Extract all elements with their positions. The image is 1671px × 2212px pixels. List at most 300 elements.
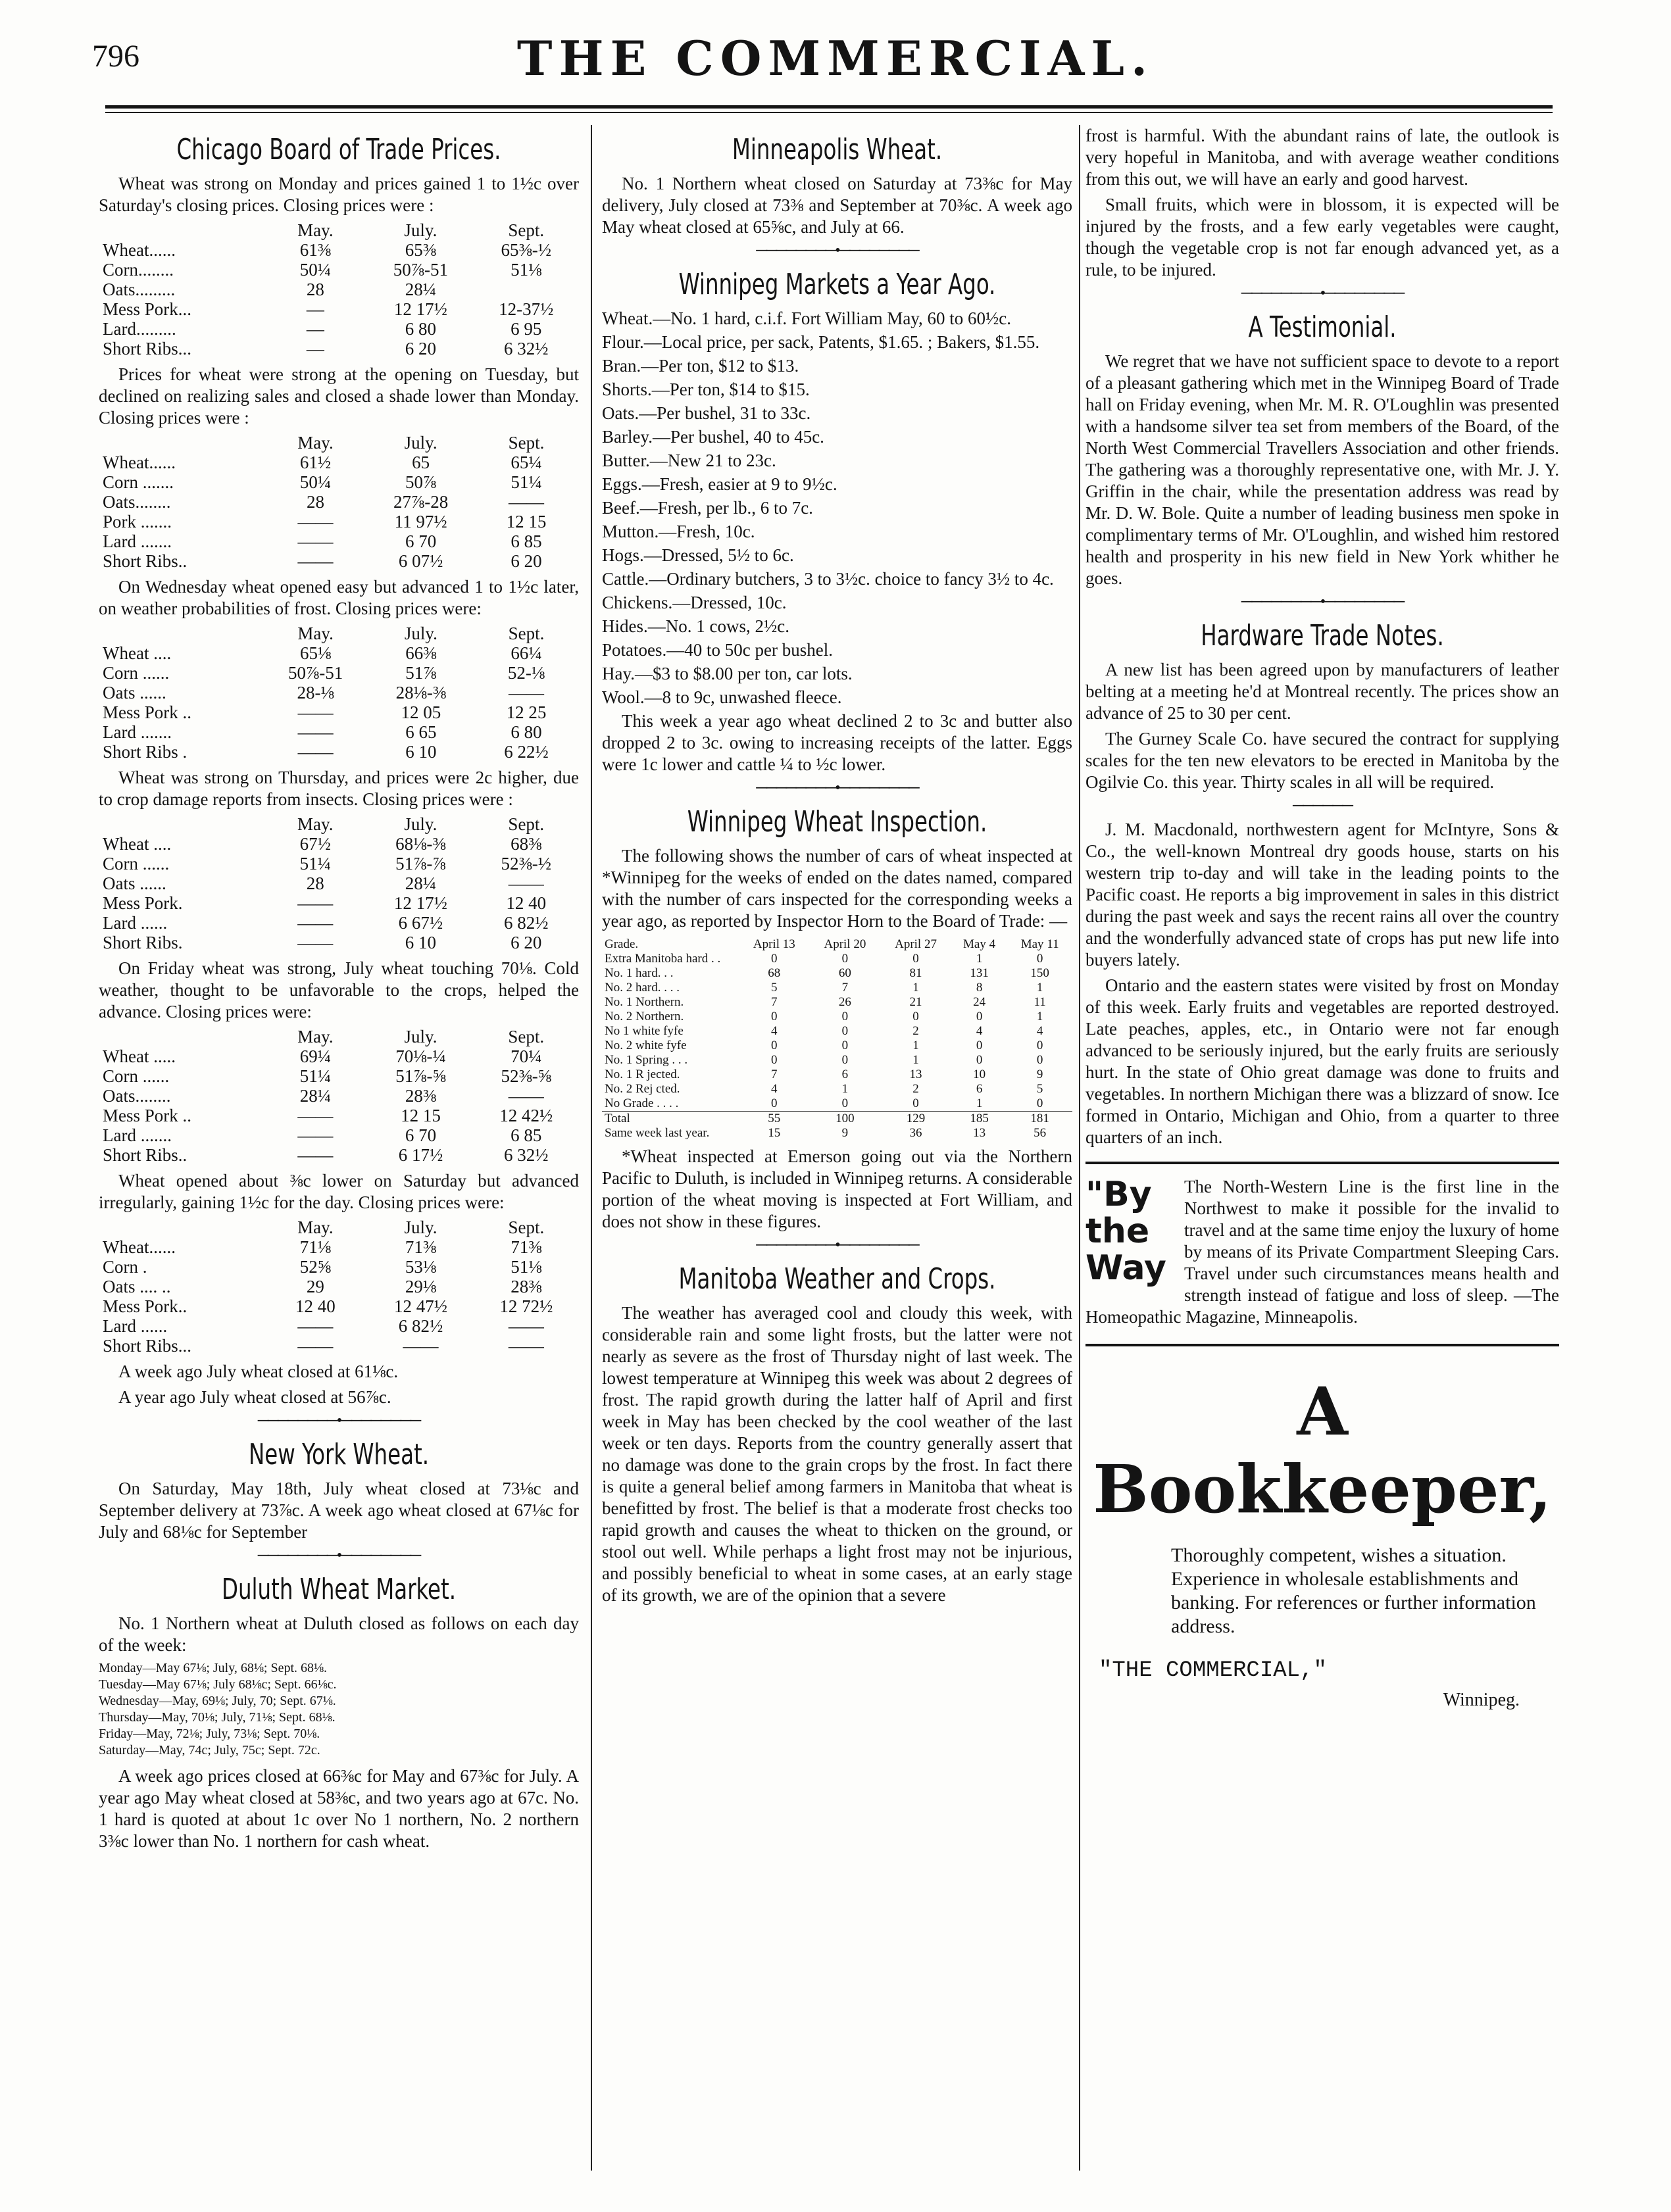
price-table-friday: May. July. Sept. Wheat ..... 69¼ 70⅛-¼ 70¼ Corn ...... 51¼ 51⅞-⅝ 52⅜-⅝ Oats........ 28¼ 28⅜ —— Mess Pork .. —— 12 15 12 42½ Lard ....... —— 6 70 6 85 Short Ribs.. —— 6 17½ 6 32½ <box>99 1027 579 1165</box>
market-item: Eggs.—Fresh, easier at 9 to 9½c. <box>602 474 837 494</box>
row-value: 68⅛-⅜ <box>395 834 446 854</box>
bookkeeper-title: A Bookkeeper, <box>1093 1373 1552 1528</box>
market-item: Butter.—New 21 to 23c. <box>602 451 776 470</box>
weather-text: The weather has averaged cool and cloudy this week, with considerable rain and some light frosts, but the latter were not nearly as severe as the frost of Thursday night of last week. The lowest temperature at Winnipeg this week was about 2 degrees of frost. The rapid growth during the latter half of April and first week in May has been checked by the cool weather of the last week or ten days. Reports from the country generally assert that no damage was done to the grain crops by the frost. In fact there is quite a general belief among farmers in Manitoba that wheat is benefitted by frost. The belief is that a moderate frost checks too rapid growth and causes the wheat to thicken on the ground, or stool out well. While perhaps a light frost may not be injurious, and possibly beneficial to wheat in some cases, at an early stage of its growth, we are of the opinion that a severe <box>602 1303 1072 1605</box>
row-value: —— <box>297 933 334 952</box>
row-value: 28¼ <box>405 873 437 893</box>
duluth-day: Monday—May 67⅛; July, 68⅛; Sept. 68⅛. <box>99 1661 328 1675</box>
row-value: 0 <box>771 1010 778 1023</box>
row-label: No. 1 Northern. <box>605 995 684 1009</box>
table-row <box>602 1039 1072 1053</box>
row-value: 65⅜-½ <box>501 240 552 260</box>
row-value: 4 <box>976 1024 983 1038</box>
row-value: 52⅝ <box>299 1257 332 1277</box>
row-value: —— <box>508 492 544 512</box>
row-value: 0 <box>912 952 919 966</box>
row-value: 2 <box>912 1024 919 1038</box>
row-value: 28¼ <box>299 1086 332 1106</box>
row-value: 1 <box>1036 981 1043 995</box>
table-row <box>99 260 579 280</box>
row-value: 12 25 <box>506 702 547 722</box>
row-value: 51⅛ <box>511 260 542 280</box>
inspection-intro: The following shows the number of cars of wheat inspected at *Winnipeg for the weeks of ended on the dates named, compared with the number of cars inspected for the corresponding weeks a year ago, as reported by Inspector Horn to the Board of Trade: — <box>602 846 1072 931</box>
masthead <box>0 0 1671 112</box>
row-value: 1 <box>1036 1010 1043 1023</box>
row-value: —— <box>297 1336 334 1356</box>
row-label: Mess Pork. <box>103 893 183 913</box>
row-value: 51⅞-⅝ <box>395 1066 446 1086</box>
by-the-way-text: The North-Western Line is the first line in the Northwest to make it possible for the invalid to travel and at the same time enjoy the luxury of home by means of its Private Compartment Sleeping Cars. Travel under such circumstances means health and strength instead of fatigue and loss of sleep. —The Homeopathic Magazine, Minneapolis. <box>1085 1177 1559 1327</box>
row-value: 71⅛ <box>299 1237 332 1257</box>
row-value: 65⅛ <box>299 643 332 663</box>
row-value: —— <box>297 913 334 933</box>
inspection-note: *Wheat inspected at Emerson going out via the Northern Pacific to Duluth, is included in Winnipeg returns. A considerable portion of the wheat moving is inspected at Fort William, and does not show in these figures. <box>602 1146 1072 1231</box>
table-row <box>99 1277 579 1296</box>
row-value: 150 <box>1030 966 1049 980</box>
row-label: No. 1 R jected. <box>605 1068 680 1081</box>
row-value: 4 <box>771 1082 778 1096</box>
row-value: 4 <box>1036 1024 1043 1038</box>
row-value: 0 <box>1036 1096 1043 1110</box>
column-divider <box>1079 125 1080 2171</box>
hardware-p1: A new list has been agreed upon by manufacturers of leather belting at a meeting he'd at Montreal recently. The prices show an advance of 25 to 30 per cent. <box>1085 660 1559 723</box>
row-value: 0 <box>841 952 849 966</box>
duluth-day: Tuesday—May 67⅛; July 68⅛c; Sept. 66⅛c. <box>99 1677 337 1692</box>
row-value: —— <box>508 1316 544 1336</box>
row-value: 29 <box>306 1277 324 1296</box>
inspection-table <box>602 937 1072 1141</box>
row-label: Oats......... <box>103 280 176 299</box>
page-number: 796 <box>92 39 139 74</box>
row-label: Short Ribs... <box>103 339 192 358</box>
row-value: 6 <box>841 1068 849 1081</box>
row-label: Corn ...... <box>103 854 170 873</box>
market-item: Cattle.—Ordinary butchers, 3 to 3½c. choice to fancy 3½ to 4c. <box>602 569 1054 589</box>
row-value: 12 05 <box>401 702 441 722</box>
table-row <box>99 492 579 512</box>
by-the-way-label: "By the Way <box>1085 1175 1166 1288</box>
row-value: 65 <box>412 453 430 472</box>
row-label: Oats ...... <box>103 873 166 893</box>
table-row <box>602 1053 1072 1068</box>
row-value: 68⅜ <box>511 834 542 854</box>
inspection-last-year-row: Same week last year. 15 9 36 13 56 <box>605 1126 1047 1140</box>
row-value: 0 <box>976 1010 983 1023</box>
row-value: —— <box>508 1086 544 1106</box>
row-value: 6 <box>976 1082 983 1096</box>
row-value: 0 <box>976 1039 983 1052</box>
row-label: Extra Manitoba hard . . <box>605 952 721 966</box>
section-ornament: ────────•──────── <box>756 1237 918 1254</box>
row-value: 6 32½ <box>504 339 549 358</box>
row-label: Wheat .... <box>103 834 172 854</box>
section-ornament: ────── <box>1292 797 1353 814</box>
row-value: 6 70 <box>405 531 437 551</box>
row-label: Wheat .... <box>103 643 172 663</box>
row-value: 1 <box>912 1039 919 1052</box>
row-label: Lard ....... <box>103 722 172 742</box>
row-value: 69¼ <box>299 1046 332 1066</box>
row-label: Mess Pork.. <box>103 1296 187 1316</box>
row-value: 52⅜-⅝ <box>501 1066 552 1086</box>
row-value: 0 <box>771 952 778 966</box>
table-row <box>99 1106 579 1125</box>
row-value: —— <box>297 1106 334 1125</box>
newspaper-title: THE COMMERCIAL. <box>516 30 1155 86</box>
table-row <box>602 1024 1072 1039</box>
row-value: 1 <box>976 952 983 966</box>
row-value: 131 <box>970 966 989 980</box>
weather-fruits: Small fruits, which were in blossom, it is expected will be injured by the frosts, and a few early vegetables were caught, though the vegetable crop is not far enough advanced yet, as a rule, to be injured. <box>1085 195 1559 280</box>
row-value: 65⅜ <box>405 240 436 260</box>
row-value: 4 <box>771 1024 778 1038</box>
row-label: Lard......... <box>103 319 176 339</box>
table-row <box>99 1086 579 1106</box>
row-value: 8 <box>976 981 983 995</box>
row-value: —— <box>297 702 334 722</box>
row-value: 12 17½ <box>393 299 447 319</box>
row-value: 28 <box>306 280 324 299</box>
section-ornament: ────────•──────── <box>1241 593 1404 610</box>
row-label: No. 1 hard. . . <box>605 966 674 980</box>
table-row <box>99 299 579 319</box>
row-label: Wheat...... <box>103 1237 176 1257</box>
row-value: 6 32½ <box>504 1145 549 1165</box>
market-item: Wheat.—No. 1 hard, c.i.f. Fort William May, 60 to 60½c. <box>602 308 1012 328</box>
masthead-rule-thin <box>105 112 1553 113</box>
row-label: Short Ribs.. <box>103 551 187 571</box>
row-value: 51¼ <box>299 854 331 873</box>
section-ornament: ────────•──────── <box>756 242 918 259</box>
price-table-monday <box>99 220 579 358</box>
section-ornament: ────────•──────── <box>1241 285 1404 302</box>
row-value: 52-⅛ <box>507 663 545 683</box>
row-value: —— <box>508 683 544 702</box>
row-value: 0 <box>841 1010 849 1023</box>
minneapolis-text: No. 1 Northern wheat closed on Saturday at 73⅜c for May delivery, July closed at 73⅜ and September at 70⅜c. A week ago May wheat closed at 65⅝c, and July at 66. <box>602 174 1072 237</box>
duluth-day: Thursday—May, 70⅛; July, 71⅛; Sept. 68⅛. <box>99 1710 336 1725</box>
table-row <box>99 933 579 952</box>
row-value: —— <box>297 893 334 913</box>
row-label: Lard ...... <box>103 1316 168 1336</box>
inspection-total-row: Total 55 100 129 185 181 <box>602 1112 1072 1127</box>
row-label: Wheat ..... <box>103 1046 176 1066</box>
table-row <box>99 834 579 854</box>
row-label: Oats ...... <box>103 683 166 702</box>
table-row <box>99 531 579 551</box>
new-york-text: On Saturday, May 18th, July wheat closed at 73⅛c and September delivery at 73⅞c. A week ago wheat closed at 67⅛c for July and 68⅛c for September <box>99 1479 579 1542</box>
chicago-week-ago: A week ago July wheat closed at 61⅛c. <box>118 1362 399 1381</box>
row-label: Corn . <box>103 1257 147 1277</box>
row-value: 9 <box>1036 1068 1043 1081</box>
chicago-wednesday-text: On Wednesday wheat opened easy but advanced 1 to 1½c later, on weather probabilities of frost. Closing prices were: <box>99 577 579 618</box>
row-value: 50⅞-51 <box>287 663 343 683</box>
row-value: 53⅛ <box>405 1257 437 1277</box>
row-value: 6 17½ <box>398 1145 443 1165</box>
row-value: 6 80 <box>405 319 436 339</box>
hardware-p3: J. M. Macdonald, northwestern agent for McIntyre, Sons & Co., the well-known Montreal dry goods house, starts on his western trip to-day and will take in the leading points to the Pacific coast. He reports a big improvement in sales in this district during the past week and says the recent rains all over the country and the wonderfully advanced state of crops has put new life into buyers lately. <box>1085 820 1559 970</box>
table-row <box>99 663 579 683</box>
table-row <box>602 1082 1072 1096</box>
row-value: —— <box>508 1336 544 1356</box>
price-table-header: May. July. Sept. <box>297 220 545 240</box>
chicago-saturday-text: Wheat opened about ⅜c lower on Saturday but advanced irregularly, gaining 1½c for the day. Closing prices were: <box>99 1171 579 1212</box>
row-value: 50¼ <box>299 472 332 492</box>
row-value: 2 <box>912 1082 919 1096</box>
row-value: 12 47½ <box>393 1296 447 1316</box>
row-value: 52⅜-½ <box>501 854 552 873</box>
table-row <box>99 1066 579 1086</box>
testimonial-heading: A Testimonial. <box>1248 310 1397 344</box>
row-value: 51¼ <box>299 1066 332 1086</box>
market-item: Hay.—$3 to $8.00 per ton, car lots. <box>602 664 853 683</box>
row-label: No. 2 hard. . . . <box>605 981 680 995</box>
row-label: Mess Pork .. <box>103 702 192 722</box>
row-value: 51⅞-⅞ <box>395 854 446 873</box>
row-value: — <box>306 339 324 358</box>
row-value: 6 65 <box>405 722 437 742</box>
row-value: 13 <box>909 1068 922 1081</box>
table-row <box>99 683 579 702</box>
row-value: 24 <box>973 995 986 1009</box>
table-row <box>99 1336 579 1356</box>
row-label: Oats........ <box>103 492 171 512</box>
table-row <box>602 1068 1072 1082</box>
table-row <box>602 1010 1072 1024</box>
row-value: 6 10 <box>405 933 437 952</box>
row-value: 12 17½ <box>393 893 447 913</box>
row-value: 12-37½ <box>499 299 554 319</box>
row-value: 6 07½ <box>398 551 443 571</box>
hardware-p4: Ontario and the eastern states were visited by frost on Monday of this week. Early fruits and vegetables are reported destroyed. Late peaches, apples, etc., in Ontario were not far enough advanced to be seriously injured, but the early fruits are seriously hurt. In the state of Ohio great damage was done to fruits and vegetables. In northern Michigan there was a blizzard of snow. Ice formed in Ontario, Michigan and Ohio, from a quarter to three quarters of an inch. <box>1085 975 1559 1147</box>
row-value: 1 <box>841 1082 849 1096</box>
row-value: 71⅜ <box>405 1237 437 1257</box>
row-label: Corn ....... <box>103 472 174 492</box>
row-label: Lard ....... <box>103 1125 172 1145</box>
duluth-day: Friday—May, 72⅛; July, 73⅛; Sept. 70⅛. <box>99 1727 320 1741</box>
table-row <box>99 722 579 742</box>
section-ornament: ────────•──────── <box>257 1412 420 1429</box>
row-value: 66⅜ <box>405 643 437 663</box>
row-value: 51⅛ <box>511 1257 542 1277</box>
row-value: —— <box>297 742 334 762</box>
bookkeeper-address: "THE COMMERCIAL," <box>1099 1658 1327 1683</box>
duluth-days <box>99 1660 579 1759</box>
row-label: No 1 white fyfe <box>605 1024 684 1038</box>
chicago-intro: Wheat was strong on Monday and prices gained 1 to 1½c over Saturday's closing prices. Closing prices were : <box>99 174 579 215</box>
row-value: 0 <box>841 1024 849 1038</box>
row-value: 26 <box>838 995 851 1009</box>
table-row <box>99 643 579 663</box>
row-value: 51⅞ <box>405 663 437 683</box>
market-item: Hogs.—Dressed, 5½ to 6c. <box>602 545 794 565</box>
chicago-thursday-text: Wheat was strong on Thursday, and prices were 2c higher, due to crop damage reports from insects. Closing prices were : <box>99 768 579 809</box>
row-label: Short Ribs.. <box>103 1145 187 1165</box>
row-value: 12 15 <box>401 1106 441 1125</box>
winnipeg-markets-list <box>602 308 1072 708</box>
bookkeeper-text: Thoroughly competent, wishes a situation. Experience in wholesale establishments and banking. For references or further information address. <box>1171 1544 1536 1637</box>
column-divider <box>591 125 592 2171</box>
row-value: 28⅛-⅜ <box>395 683 447 702</box>
market-item: Chickens.—Dressed, 10c. <box>602 593 787 612</box>
row-value: 6 67½ <box>398 913 443 933</box>
section-ornament: ────────•──────── <box>756 779 918 797</box>
inspection-header: Grade. April 13 April 20 April 27 May 4 May 11 <box>605 937 1059 951</box>
row-value: 0 <box>771 1039 778 1052</box>
row-label: No. 1 Spring . . . <box>605 1053 688 1067</box>
price-table-thursday: May. July. Sept. Wheat .... 67½ 68⅛-⅜ 68⅜ Corn ...... 51¼ 51⅞-⅞ 52⅜-½ Oats ...... 28 28¼ —— Mess Pork. —— 12 17½ 12 40 Lard ...... —— 6 67½ 6 82½ Short Ribs. —— 6 10 6 20 <box>99 814 579 952</box>
row-value: 29⅛ <box>405 1277 437 1296</box>
row-value: 12 40 <box>295 1296 336 1316</box>
row-value: 0 <box>841 1039 849 1052</box>
price-table-saturday: May. July. Sept. Wheat...... 71⅛ 71⅜ 71⅜ Corn . 52⅝ 53⅛ 51⅛ Oats .... .. 29 29⅛ 28⅜ Mess Pork.. 12 40 12 47½ 12 72½ Lard ...... —— 6 82½ —— Short Ribs... —— —— —— <box>99 1217 579 1356</box>
market-item: Wool.—8 to 9c, unwashed fleece. <box>602 687 842 707</box>
row-value: —— <box>297 1145 334 1165</box>
row-value: 70¼ <box>511 1046 542 1066</box>
row-label: Oats .... .. <box>103 1277 171 1296</box>
row-value: 6 85 <box>511 531 542 551</box>
row-value: 6 20 <box>511 551 542 571</box>
row-value: 7 <box>771 1068 778 1081</box>
row-value: 67½ <box>299 834 331 854</box>
row-value: 28 <box>306 873 324 893</box>
row-value: 0 <box>841 1096 849 1110</box>
row-value: 61½ <box>299 453 332 472</box>
winnipeg-markets-heading: Winnipeg Markets a Year Ago. <box>678 268 996 301</box>
row-label: Corn ...... <box>103 1066 170 1086</box>
row-value: 0 <box>976 1053 983 1067</box>
row-value: 11 97½ <box>394 512 447 531</box>
table-row <box>99 339 579 358</box>
row-value: 6 10 <box>405 742 437 762</box>
market-item: Flour.—Local price, per sack, Patents, $1.65. ; Bakers, $1.55. <box>602 332 1040 352</box>
table-row <box>99 1046 579 1066</box>
masthead-rule <box>105 105 1553 109</box>
table-row <box>99 1257 579 1277</box>
row-value: —— <box>297 551 334 571</box>
minneapolis-heading: Minneapolis Wheat. <box>732 133 943 166</box>
row-label: Corn ...... <box>103 663 170 683</box>
market-item: Potatoes.—40 to 50c per bushel. <box>602 640 833 660</box>
row-label: No. 2 Northern. <box>605 1010 684 1023</box>
weather-continued: frost is harmful. With the abundant rains of late, the outlook is very hopeful in Manitoba, and with average weather conditions from this out, we will have an early and good harvest. <box>1085 126 1559 189</box>
row-label: Short Ribs... <box>103 1336 192 1356</box>
row-value: 0 <box>841 1053 849 1067</box>
table-row <box>602 966 1072 981</box>
row-value: — <box>306 299 324 319</box>
row-value: 6 82½ <box>398 1316 443 1336</box>
row-value: 50⅞ <box>405 472 437 492</box>
table-row <box>99 742 579 762</box>
row-value: 61⅜ <box>299 240 331 260</box>
table-row <box>99 702 579 722</box>
row-label: Wheat...... <box>103 453 176 472</box>
row-label: Mess Pork... <box>103 299 192 319</box>
hardware-heading: Hardware Trade Notes. <box>1201 619 1444 652</box>
row-value: —— <box>403 1336 439 1356</box>
market-item: Shorts.—Per ton, $14 to $15. <box>602 380 810 399</box>
market-item: Barley.—Per bushel, 40 to 45c. <box>602 427 824 447</box>
row-value: —— <box>297 512 334 531</box>
chicago-friday-text: On Friday wheat was strong, July wheat touching 70⅛. Cold weather, thought to be unfavorable to the crops, helped the advance. Closing prices were: <box>99 958 579 1021</box>
row-value: —— <box>297 1316 334 1336</box>
bookkeeper-city: Winnipeg. <box>1443 1690 1520 1710</box>
row-value: 6 20 <box>511 933 542 952</box>
row-value: 1 <box>912 981 919 995</box>
market-item: Oats.—Per bushel, 31 to 33c. <box>602 403 811 423</box>
row-value: —— <box>297 722 334 742</box>
row-value: 12 72½ <box>499 1296 553 1316</box>
row-value: —— <box>297 1125 334 1145</box>
row-value: 66¼ <box>511 643 542 663</box>
row-value: 1 <box>976 1096 983 1110</box>
row-value: 28⅜ <box>405 1086 437 1106</box>
duluth-day: Wednesday—May, 69⅛; July, 70; Sept. 67⅛. <box>99 1694 336 1708</box>
row-value: 12 40 <box>506 893 547 913</box>
row-value: —— <box>508 873 544 893</box>
row-value: 6 20 <box>405 339 436 358</box>
duluth-text: No. 1 Northern wheat at Duluth closed as follows on each day of the week: <box>99 1613 579 1655</box>
new-york-heading: New York Wheat. <box>248 1438 430 1471</box>
duluth-day: Saturday—May, 74c; July, 75c; Sept. 72c. <box>99 1743 320 1757</box>
price-table-tuesday: May. July. Sept. Wheat...... 61½ 65 65¼ Corn ....... 50¼ 50⅞ 51¼ Oats........ 28 27⅞-28 —— Pork ....... —— 11 97½ 12 15 Lard ....... —— 6 70 6 85 Short Ribs.. —— 6 07½ 6 20 <box>99 433 579 571</box>
table-row <box>99 1145 579 1165</box>
table-row <box>602 995 1072 1010</box>
row-value: 6 80 <box>511 722 542 742</box>
row-value: 0 <box>912 1010 919 1023</box>
row-value: 5 <box>771 981 778 995</box>
row-value: 6 22½ <box>504 742 549 762</box>
column-1 <box>99 125 579 2171</box>
row-label: Mess Pork .. <box>103 1106 192 1125</box>
hardware-p2: The Gurney Scale Co. have secured the contract for supplying scales for the ten new elevators to be erected in Manitoba by the Ogilvie Co. this year. Thirty scales in all will be required. <box>1085 729 1559 792</box>
table-row <box>99 1125 579 1145</box>
duluth-heading: Duluth Wheat Market. <box>221 1573 457 1606</box>
row-value: 81 <box>909 966 922 980</box>
market-item: Bran.—Per ton, $12 to $13. <box>602 356 799 376</box>
row-value: 5 <box>1036 1082 1043 1096</box>
row-label: No. 2 Rej cted. <box>605 1082 680 1096</box>
table-row <box>99 854 579 873</box>
row-value: 21 <box>909 995 922 1009</box>
row-value: 70⅛-¼ <box>395 1046 446 1066</box>
row-value: 0 <box>771 1053 778 1067</box>
row-value: 71⅜ <box>511 1237 542 1257</box>
row-value: 0 <box>1036 1053 1043 1067</box>
row-value: 1 <box>912 1053 919 1067</box>
row-value: 0 <box>1036 952 1043 966</box>
row-label: Lard ...... <box>103 913 168 933</box>
row-value: 0 <box>912 1096 919 1110</box>
inspection-heading: Winnipeg Wheat Inspection. <box>687 805 987 839</box>
row-value: 50¼ <box>299 260 331 280</box>
row-label: No. 2 white fyfe <box>605 1039 687 1052</box>
table-row <box>99 240 579 260</box>
row-value: —— <box>297 531 334 551</box>
table-row <box>99 512 579 531</box>
chicago-heading: Chicago Board of Trade Prices. <box>176 133 501 166</box>
market-item: Beef.—Fresh, per lb., 6 to 7c. <box>602 498 813 518</box>
row-value: 12 15 <box>506 512 547 531</box>
row-value <box>474 280 579 299</box>
row-label: Oats........ <box>103 1086 171 1106</box>
row-value: 6 85 <box>511 1125 542 1145</box>
chicago-tuesday-text: Prices for wheat were strong at the opening on Tuesday, but declined on realizing sales and closed a shade lower than Monday. Closing prices were : <box>99 364 579 428</box>
row-value: 10 <box>973 1068 986 1081</box>
row-value: 68 <box>768 966 781 980</box>
duluth-after: A week ago prices closed at 66⅜c for May and 67⅜c for July. A year ago May wheat closed at 58⅜c, and two years ago at 67c. No. 1 hard is quoted at about 1c over No 1 northern, No. 2 northern 3⅜c lower than No. 1 northern for cash wheat. <box>99 1766 579 1851</box>
table-row <box>99 1237 579 1257</box>
